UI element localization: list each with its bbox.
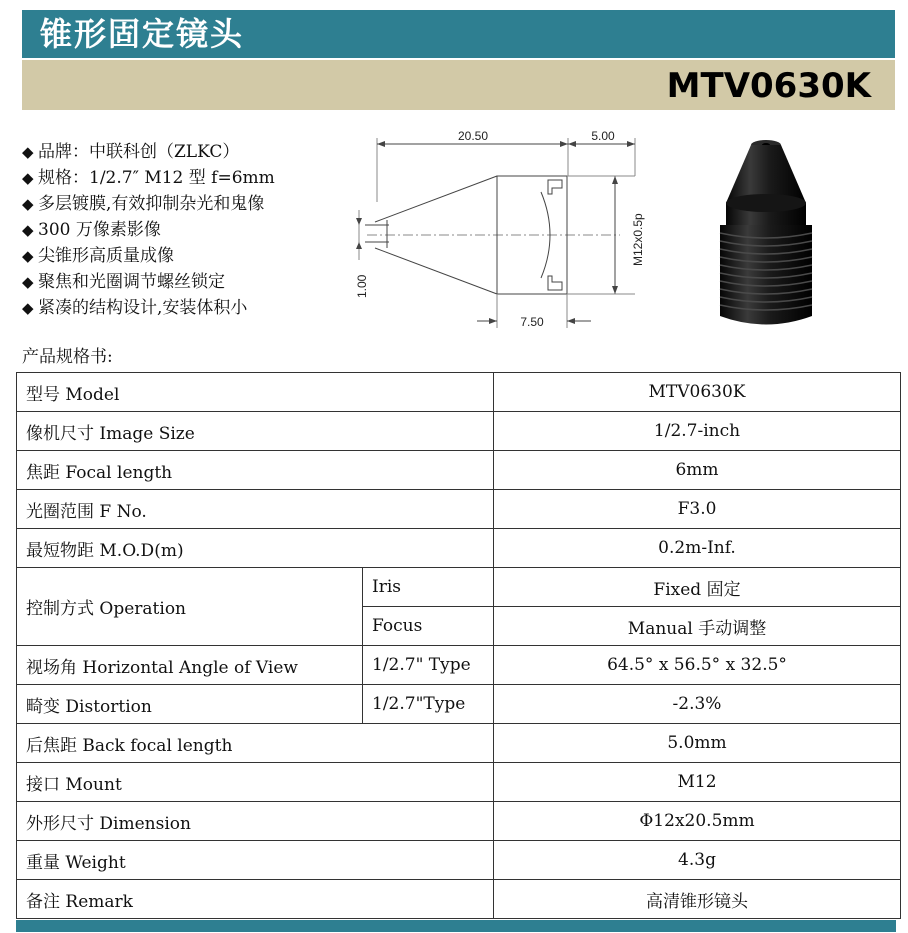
spec-label: 视场角 Horizontal Angle of View: [17, 646, 363, 685]
spec-value: 6mm: [494, 451, 901, 490]
spec-sublabel: 1/2.7" Type: [363, 646, 494, 685]
feature-list: [22, 139, 342, 321]
spec-label: 型号 Model: [17, 373, 494, 412]
spec-value: M12: [494, 763, 901, 802]
spec-value: Fixed 固定: [494, 568, 901, 607]
footer-bar: [16, 920, 896, 932]
table-row: [17, 373, 901, 412]
diamond-bullet-icon: ◆: [22, 169, 34, 187]
feature-item: ◆ 多层镀膜,有效抑制杂光和鬼像: [22, 191, 342, 217]
dim-tip-label: 5.00: [591, 130, 615, 143]
spec-sublabel: Iris: [363, 568, 494, 607]
spec-label: 重量 Weight: [17, 841, 494, 880]
table-row: [17, 763, 901, 802]
diamond-bullet-icon: ◆: [22, 299, 34, 317]
spec-value: F3.0: [494, 490, 901, 529]
feature-item: ◆ 紧凑的结构设计,安装体积小: [22, 295, 342, 321]
spec-label: 焦距 Focal length: [17, 451, 494, 490]
spec-label: 外形尺寸 Dimension: [17, 802, 494, 841]
table-row: [17, 646, 901, 685]
spec-value: 0.2m-Inf.: [494, 529, 901, 568]
dim-body-label: 7.50: [520, 315, 544, 329]
lens-product-image: [700, 133, 830, 333]
table-row: [17, 802, 901, 841]
spec-label: 控制方式 Operation: [17, 568, 363, 646]
spec-value: 5.0mm: [494, 724, 901, 763]
spec-label: 后焦距 Back focal length: [17, 724, 494, 763]
diamond-bullet-icon: ◆: [22, 221, 34, 239]
table-row: [17, 841, 901, 880]
spec-label: 光圈范围 F No.: [17, 490, 494, 529]
spec-value: Manual 手动调整: [494, 607, 901, 646]
page-title: 锥形固定镜头: [40, 15, 245, 53]
spec-value: 64.5° x 56.5° x 32.5°: [494, 646, 901, 685]
dim-length-label: 20.50: [457, 130, 489, 143]
spec-sublabel: 1/2.7"Type: [363, 685, 494, 724]
feature-item: ◆ 300 万像素影像: [22, 217, 342, 243]
diamond-bullet-icon: ◆: [22, 195, 34, 213]
spec-value: 1/2.7-inch: [494, 412, 901, 451]
table-row: [17, 490, 901, 529]
title-bar: [22, 10, 895, 58]
spec-label: 接口 Mount: [17, 763, 494, 802]
spec-caption: 产品规格书:: [22, 347, 113, 367]
spec-label: 畸变 Distortion: [17, 685, 363, 724]
table-row: [17, 412, 901, 451]
table-row: [17, 529, 901, 568]
table-row: [17, 568, 901, 607]
diamond-bullet-icon: ◆: [22, 247, 34, 265]
spec-table: [16, 372, 901, 919]
dim-pinhole-label: 1.00: [355, 274, 369, 298]
spec-label: 像机尺寸 Image Size: [17, 412, 494, 451]
table-row: [17, 451, 901, 490]
feature-item: ◆ 品牌：中联科创（ZLKC）: [22, 139, 342, 165]
spec-value: 4.3g: [494, 841, 901, 880]
table-row: [17, 685, 901, 724]
spec-label: 备注 Remark: [17, 880, 494, 919]
diamond-bullet-icon: ◆: [22, 273, 34, 291]
feature-item: ◆ 尖锥形高质量成像: [22, 243, 342, 269]
spec-value: -2.3%: [494, 685, 901, 724]
spec-value: Φ12x20.5mm: [494, 802, 901, 841]
feature-item: ◆ 聚焦和光圈调节螺丝锁定: [22, 269, 342, 295]
spec-label: 最短物距 M.O.D(m): [17, 529, 494, 568]
spec-sublabel: Focus: [363, 607, 494, 646]
spec-value: 高清锥形镜头: [494, 880, 901, 919]
model-bar: [22, 60, 895, 110]
table-row: [17, 880, 901, 919]
diamond-bullet-icon: ◆: [22, 143, 34, 161]
feature-item: ◆ 规格：1/2.7″ M12 型 f=6mm: [22, 165, 342, 191]
dimension-drawing: [345, 130, 645, 335]
table-row: [17, 724, 901, 763]
model-number: MTV0630K: [666, 66, 871, 106]
spec-value: MTV0630K: [494, 373, 901, 412]
dim-thread-label: M12x0.5p: [631, 213, 645, 266]
